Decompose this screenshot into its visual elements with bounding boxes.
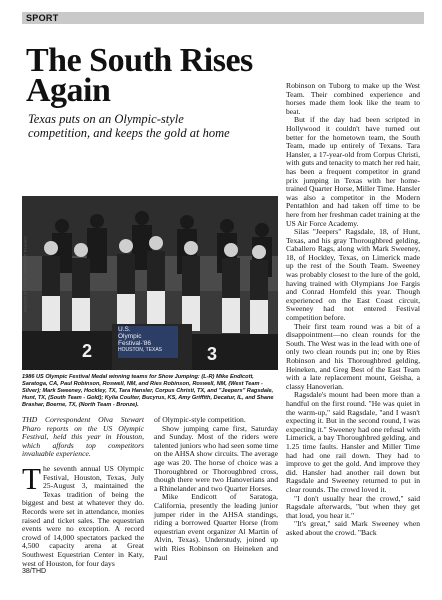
paragraph: Robinson on Tuborg to make up the West Team. Their combined experience and horses made them look like the team to beat.: [286, 81, 420, 116]
paragraph: Silas "Jeepers" Ragsdale, 18, of Hunt, Texas, and his gray Thoroughbred gelding, Caballero Rags, along with Mark Sweeney, 18, of Hockley, Texas, on Limerick made up the rest of the South Team. Sweeney was probably closest to the lure of the gold, having trained with Olympians Joe Fargis and Conrad Homfeld this year. Though experienced on the East Coast circuit, Sweeney had not entered Festival competition before.: [286, 227, 420, 323]
intro-paragraph: THD Correspondent Olva Stewart Pharo reports on the US Olympic Festival, held this year in Houston, which affords top competitors invaluable experience.: [22, 415, 144, 459]
banner-line-3: Festival-'86: [118, 340, 152, 347]
section-label: SPORT: [26, 13, 59, 23]
paragraph: "I don't usually hear the crowd," said Ragsdale afterwards, "but when they get that loud, you hear it.": [286, 493, 420, 520]
article-column-3: [286, 82, 420, 537]
paragraph: Their first team round was a bit of a disappointment—no clean rounds for the South. The West was in the lead with one of only two clean rounds put in; one by Ries Robinson and his Thoroughbred gelding, Heineken, and Greg Best of the East Team with a late replacement mount, Geisha, a classy Hanoverian.: [286, 321, 420, 391]
banner-line-1: U.S.: [118, 326, 131, 333]
paragraph: But if the day had been scripted in Hollywood it couldn't have turned out better for the hometown team, the South Team, made up entirely of Texans. Tara Hansler, a 17-year-old from Corpus Christi, with guts and tenacity to match her red hair, has been a frequent competitor in grand prix jumping in Texas with her home-trained Quarter Horse, Miller Time. Hansler was also a competitor in the Modern Pentathlon and had taken off time to be here from her freshman cadet training at the US Air Force Academy.: [286, 115, 420, 228]
paragraph: "It's great," said Mark Sweeney when asked about the crowd. "Back: [286, 519, 420, 537]
photo-caption: 1986 US Olympic Festival Medal winning teams for Show Jumping: (L-R) Mike Endicott, Saratoga, CA, Paul Robinson, Roswell, NM, and Ries Robinson, Roswell, NM, (West Team - Silver); Mark Sweeney, Hockley, TX, Tara Hansler, Corpus Christi, TX, and "Jeepers" Ragsdale, Hunt, TX, (South Team - Gold); Kylia Coulter, Bucyrus, KS, Amy Griffith, Decatur, IL, and Shane Brashar, Boerne, TX, (North Team - Bronze).: [22, 374, 274, 408]
paragraph: [22, 460, 144, 568]
podium-number-left: 2: [82, 341, 93, 361]
podium-number-right: 3: [207, 344, 218, 364]
team-photo: [22, 196, 278, 370]
paragraph: Show jumping came first, Saturday and Sunday. Most of the riders were talented juniors who had seen some time on the AHSA show circuits. The average age was 20. The horse of choice was a Thoroughbred or Thoroughbred cross, though there were two Hanoverians and a Rhinelander and two Quarter Horses.: [154, 423, 278, 493]
festival-banner: [118, 326, 188, 354]
paragraph: of Olympic-style competition.: [154, 415, 246, 424]
banner-line-4: HOUSTON, TEXAS: [118, 347, 162, 353]
article-column-2: [154, 416, 278, 562]
paragraph: Mike Endicott of Saratoga, California, presently the leading junior jumper rider in the AHSA standings, riding a borrowed Quarter Horse (from equestrian event organizer Al Martin of Alvin, Texas). Understudy, joined up with Ries Robinson on Heineken and Paul: [154, 492, 278, 562]
paragraph-text: he seventh annual US Olympic Festival, Houston, Texas, July 25-August 3, maintained the Texas tradition of being the biggest and best at whatever they do. Records were set in attendance, monies raised and ticket sales. The equestrian events were no exception. A record crowd of 14,000 spectators packed the 4,500 capacity arena at Great Southwest Equestrian Center in Katy, west of Houston, for four days: [22, 463, 144, 568]
deck: Texas puts on an Olympic-style competition, and keeps the gold at home: [28, 112, 230, 140]
photo-credit: PHOTO BY OLVA STEWART PHARO: [23, 236, 28, 312]
article-column-1: [22, 416, 144, 568]
magazine-page: [22, 12, 424, 586]
section-header-bar: [22, 12, 424, 24]
banner-line-2: Olympic: [118, 333, 142, 340]
headline: The South Rises Again: [26, 42, 253, 109]
drop-cap: T: [22, 460, 41, 496]
page-folio: 38/THD: [22, 568, 47, 575]
paragraph: Ragsdale's mount had been more than a handful on the first round. "He was quiet in the warm-up," said Ragsdale, "and I wasn't expecting it. But in the second round, I was expecting it." Sweeney had one refusal with Limerick, a bay Thoroughbred gelding, and 1.25 time faults. Hansler and Miller Time had had one rail down. They had to improve to get the gold. And improve they did. Hansler had another rail down but Ragsdale and Sweeney returned to put in clear rounds. The crowd loved it.: [286, 390, 420, 494]
